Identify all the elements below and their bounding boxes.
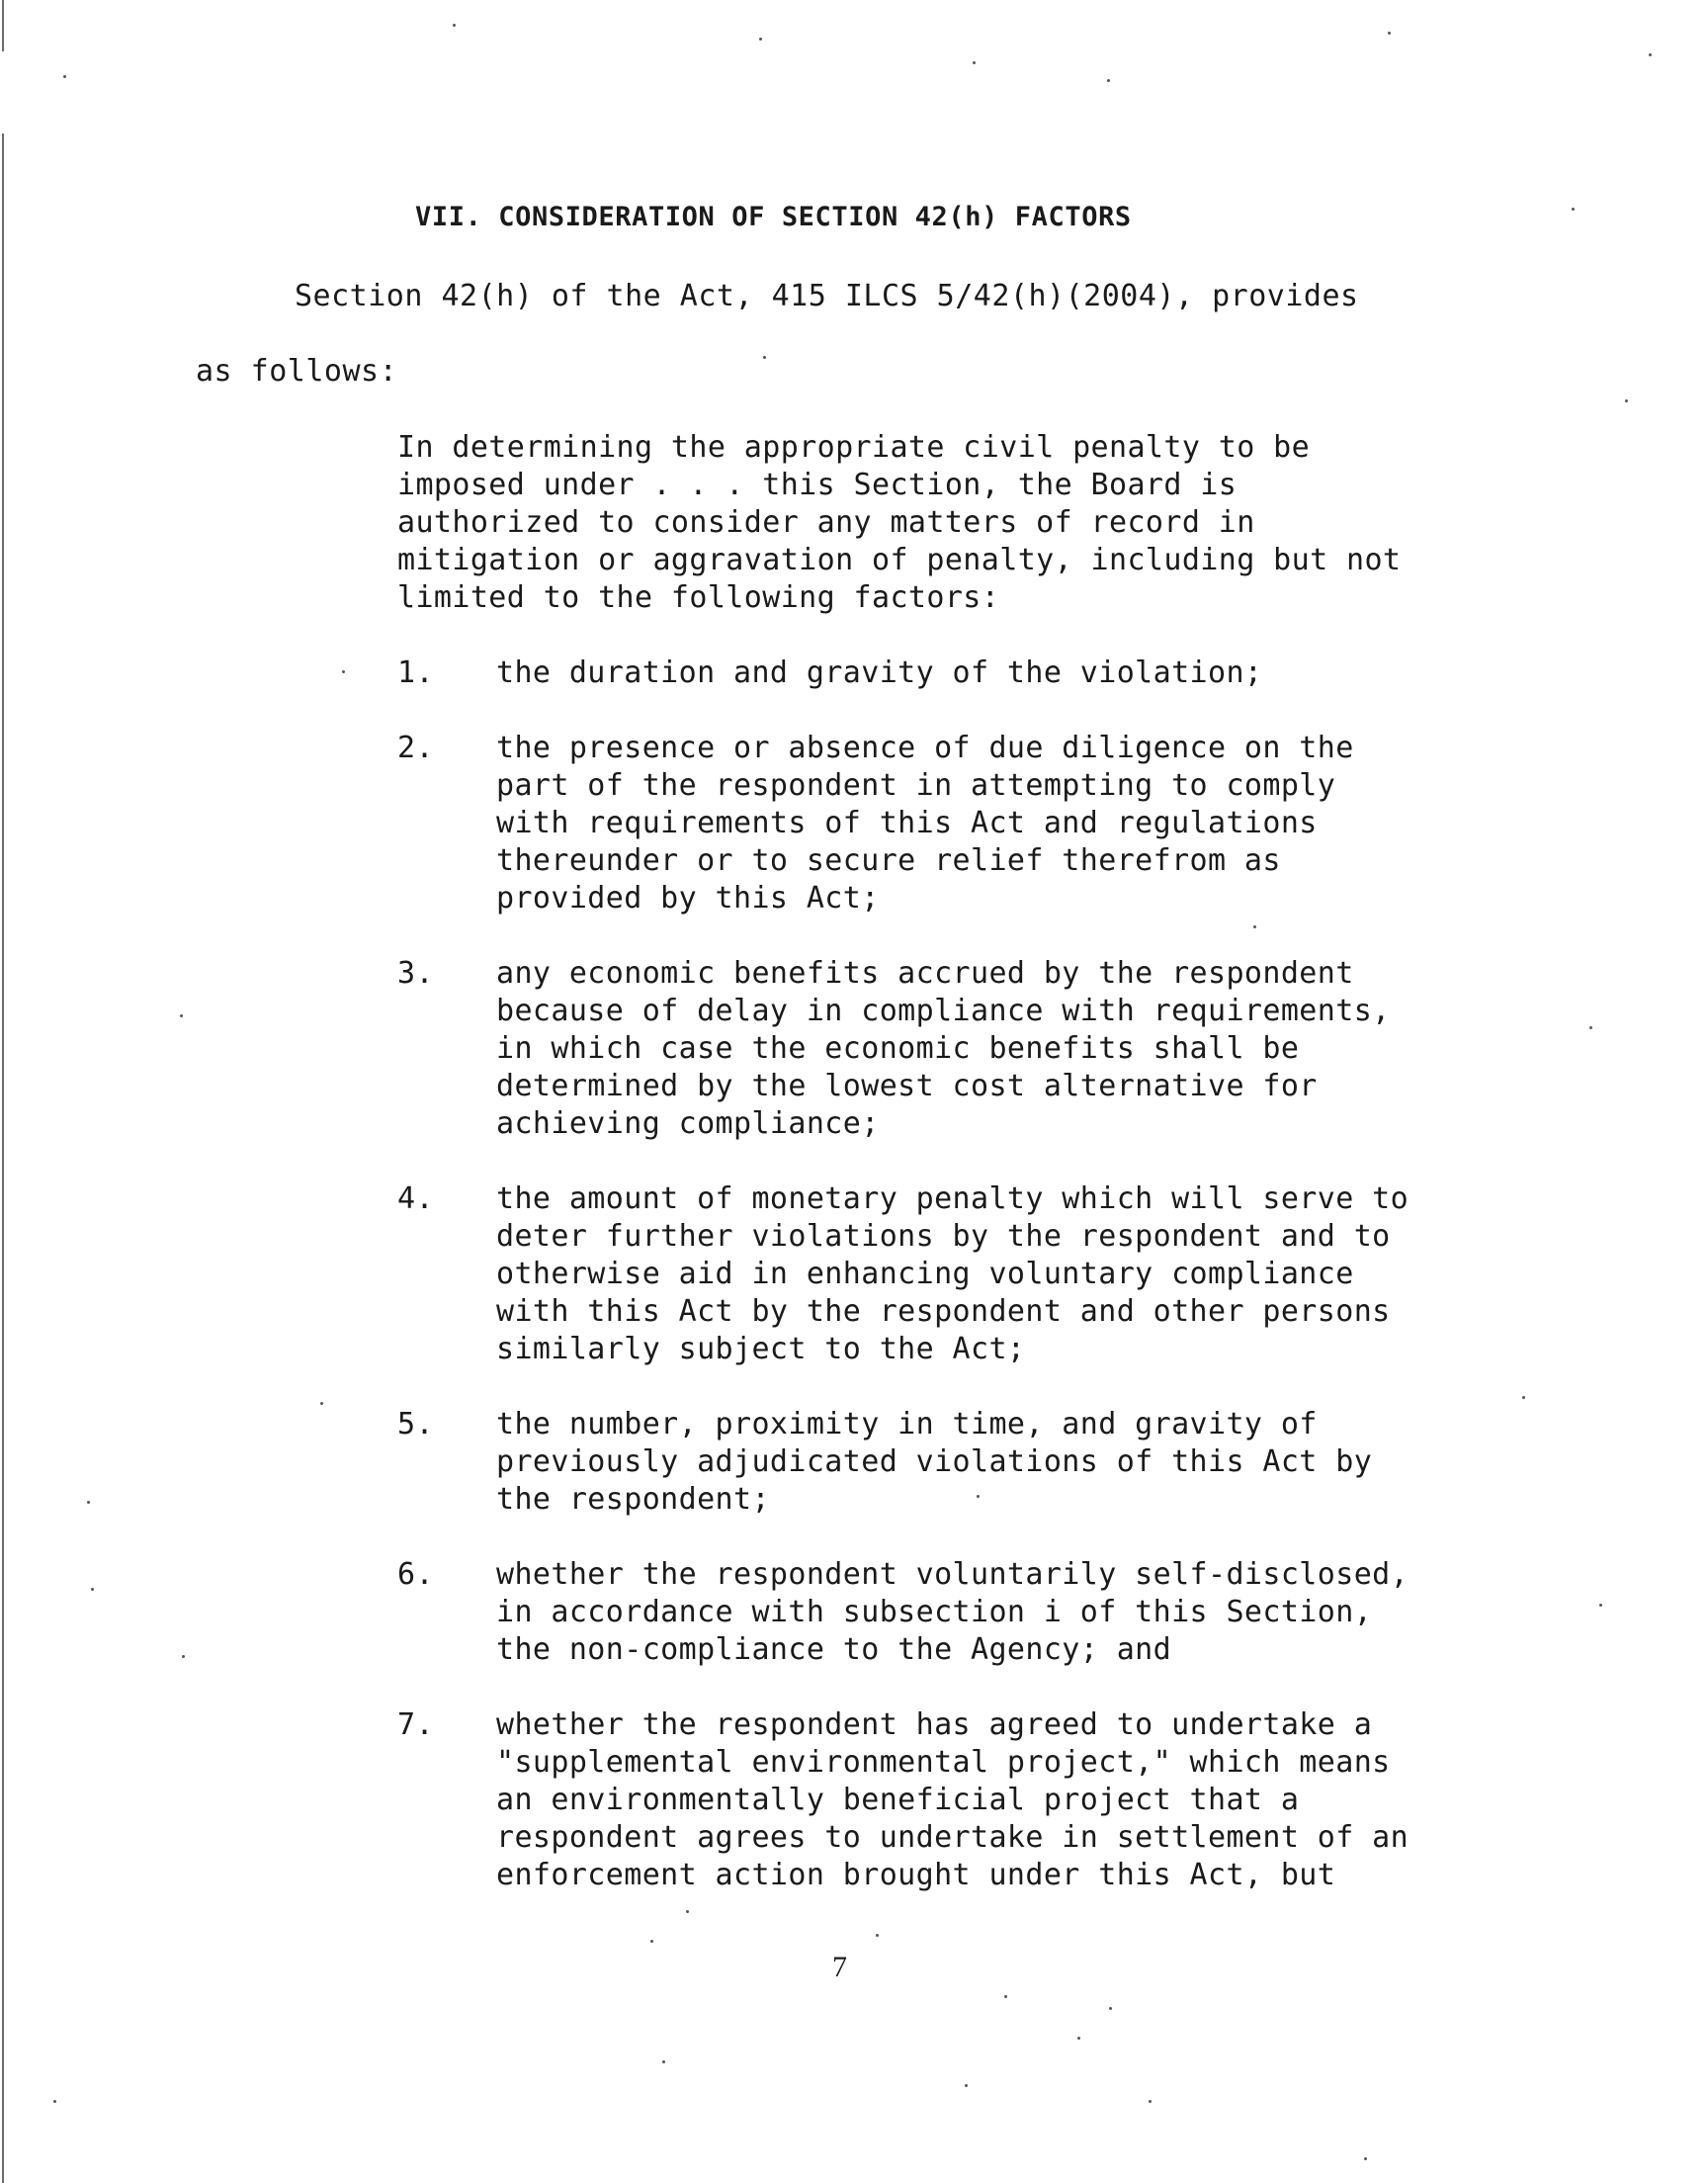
factor-item [397,1556,1514,1669]
scan-speck [1572,208,1575,211]
scan-speck [1599,1604,1602,1607]
factor-number: 5. [397,1407,434,1441]
factor-number: 1. [397,655,434,690]
factor-text: the presence or absence of due diligence on the part of the respondent in attempting to comply with requirements of this Act and regulations thereunder or to secure relief therefrom as provided by this Act; [496,731,1354,916]
factor-text: the amount of monetary penalty which will serve to deter further violations by the respondent and to otherwise aid in enhancing voluntary compliance with this Act by the respondent and other persons similarly subject to the Act; [496,1181,1409,1366]
factor-number: 4. [397,1181,434,1216]
factor-text: any economic benefits accrued by the respondent because of delay in compliance with requirements, in which case the economic benefits shall be determined by the lowest cost alternative for achieving compliance; [496,956,1391,1141]
scan-speck [1589,1026,1592,1029]
scan-speck [1625,399,1628,402]
intro-line-1: Section 42(h) of the Act, 415 ILCS 5/42(h)(2004), provides [295,279,1359,313]
factor-item [397,655,1514,692]
scan-speck [1149,2100,1152,2103]
intro-line-2: as follows: [196,354,398,389]
factor-number: 6. [397,1557,434,1592]
scan-speck [91,1588,94,1591]
scan-speck [453,24,456,27]
scan-speck [180,1014,183,1017]
scan-speck [1364,2157,1367,2160]
scan-speck [876,1934,879,1937]
factor-text: the duration and gravity of the violation; [496,655,1263,690]
page-number: 7 [832,1951,847,1983]
scan-speck [1388,32,1391,35]
scan-speck [342,670,345,673]
scan-speck [686,1910,689,1913]
scan-speck [87,1501,90,1504]
factor-item [397,1406,1514,1519]
scan-speck [1109,2007,1112,2010]
scan-speck [965,2084,968,2087]
statute-quote: In determining the appropriate civil penalty to be imposed under . . . this Section, the Board is authorized to consider any matters of record in mitigation or aggravation of penalty, including but not limited to the following factors: [397,430,1402,615]
scan-speck [662,2060,665,2063]
factor-number: 2. [397,731,434,765]
factor-number: 3. [397,956,434,991]
scan-speck [53,2100,56,2103]
scan-speck [320,1402,323,1405]
scan-speck [650,1940,653,1943]
scan-speck [977,1495,980,1498]
scan-edge-line [2,133,4,2183]
scan-edge-line [2,0,4,51]
factor-number: 7. [397,1707,434,1742]
scan-speck [763,356,766,359]
factor-text: the number, proximity in time, and gravity of previously adjudicated violations of this Act by the respondent; [496,1407,1373,1517]
factor-list [397,655,1514,1932]
scan-speck [1004,1995,1007,1998]
factor-item [397,1180,1514,1368]
scan-speck [1253,925,1256,928]
factor-text: whether the respondent has agreed to undertake a "supplemental environmental project," which means an environmentally beneficial project that a respondent agrees to undertake in settlement of an enforcement action brought under this Act, but [496,1707,1409,1892]
scan-speck [63,75,66,78]
scan-speck [182,1655,185,1658]
factor-item [397,955,1514,1143]
scan-speck [1107,79,1110,82]
factor-text: whether the respondent voluntarily self-disclosed, in accordance with subsection i of this Section, the non-compliance to the Agency; and [496,1557,1409,1667]
scan-speck [1522,1396,1525,1399]
scan-speck [759,38,762,41]
factor-item [397,1706,1514,1894]
factor-item [397,730,1514,917]
scan-speck [973,61,976,64]
section-heading: VII. CONSIDERATION OF SECTION 42(h) FACTORS [415,202,1132,232]
scan-speck [1077,2037,1080,2040]
scan-speck [1649,53,1652,56]
